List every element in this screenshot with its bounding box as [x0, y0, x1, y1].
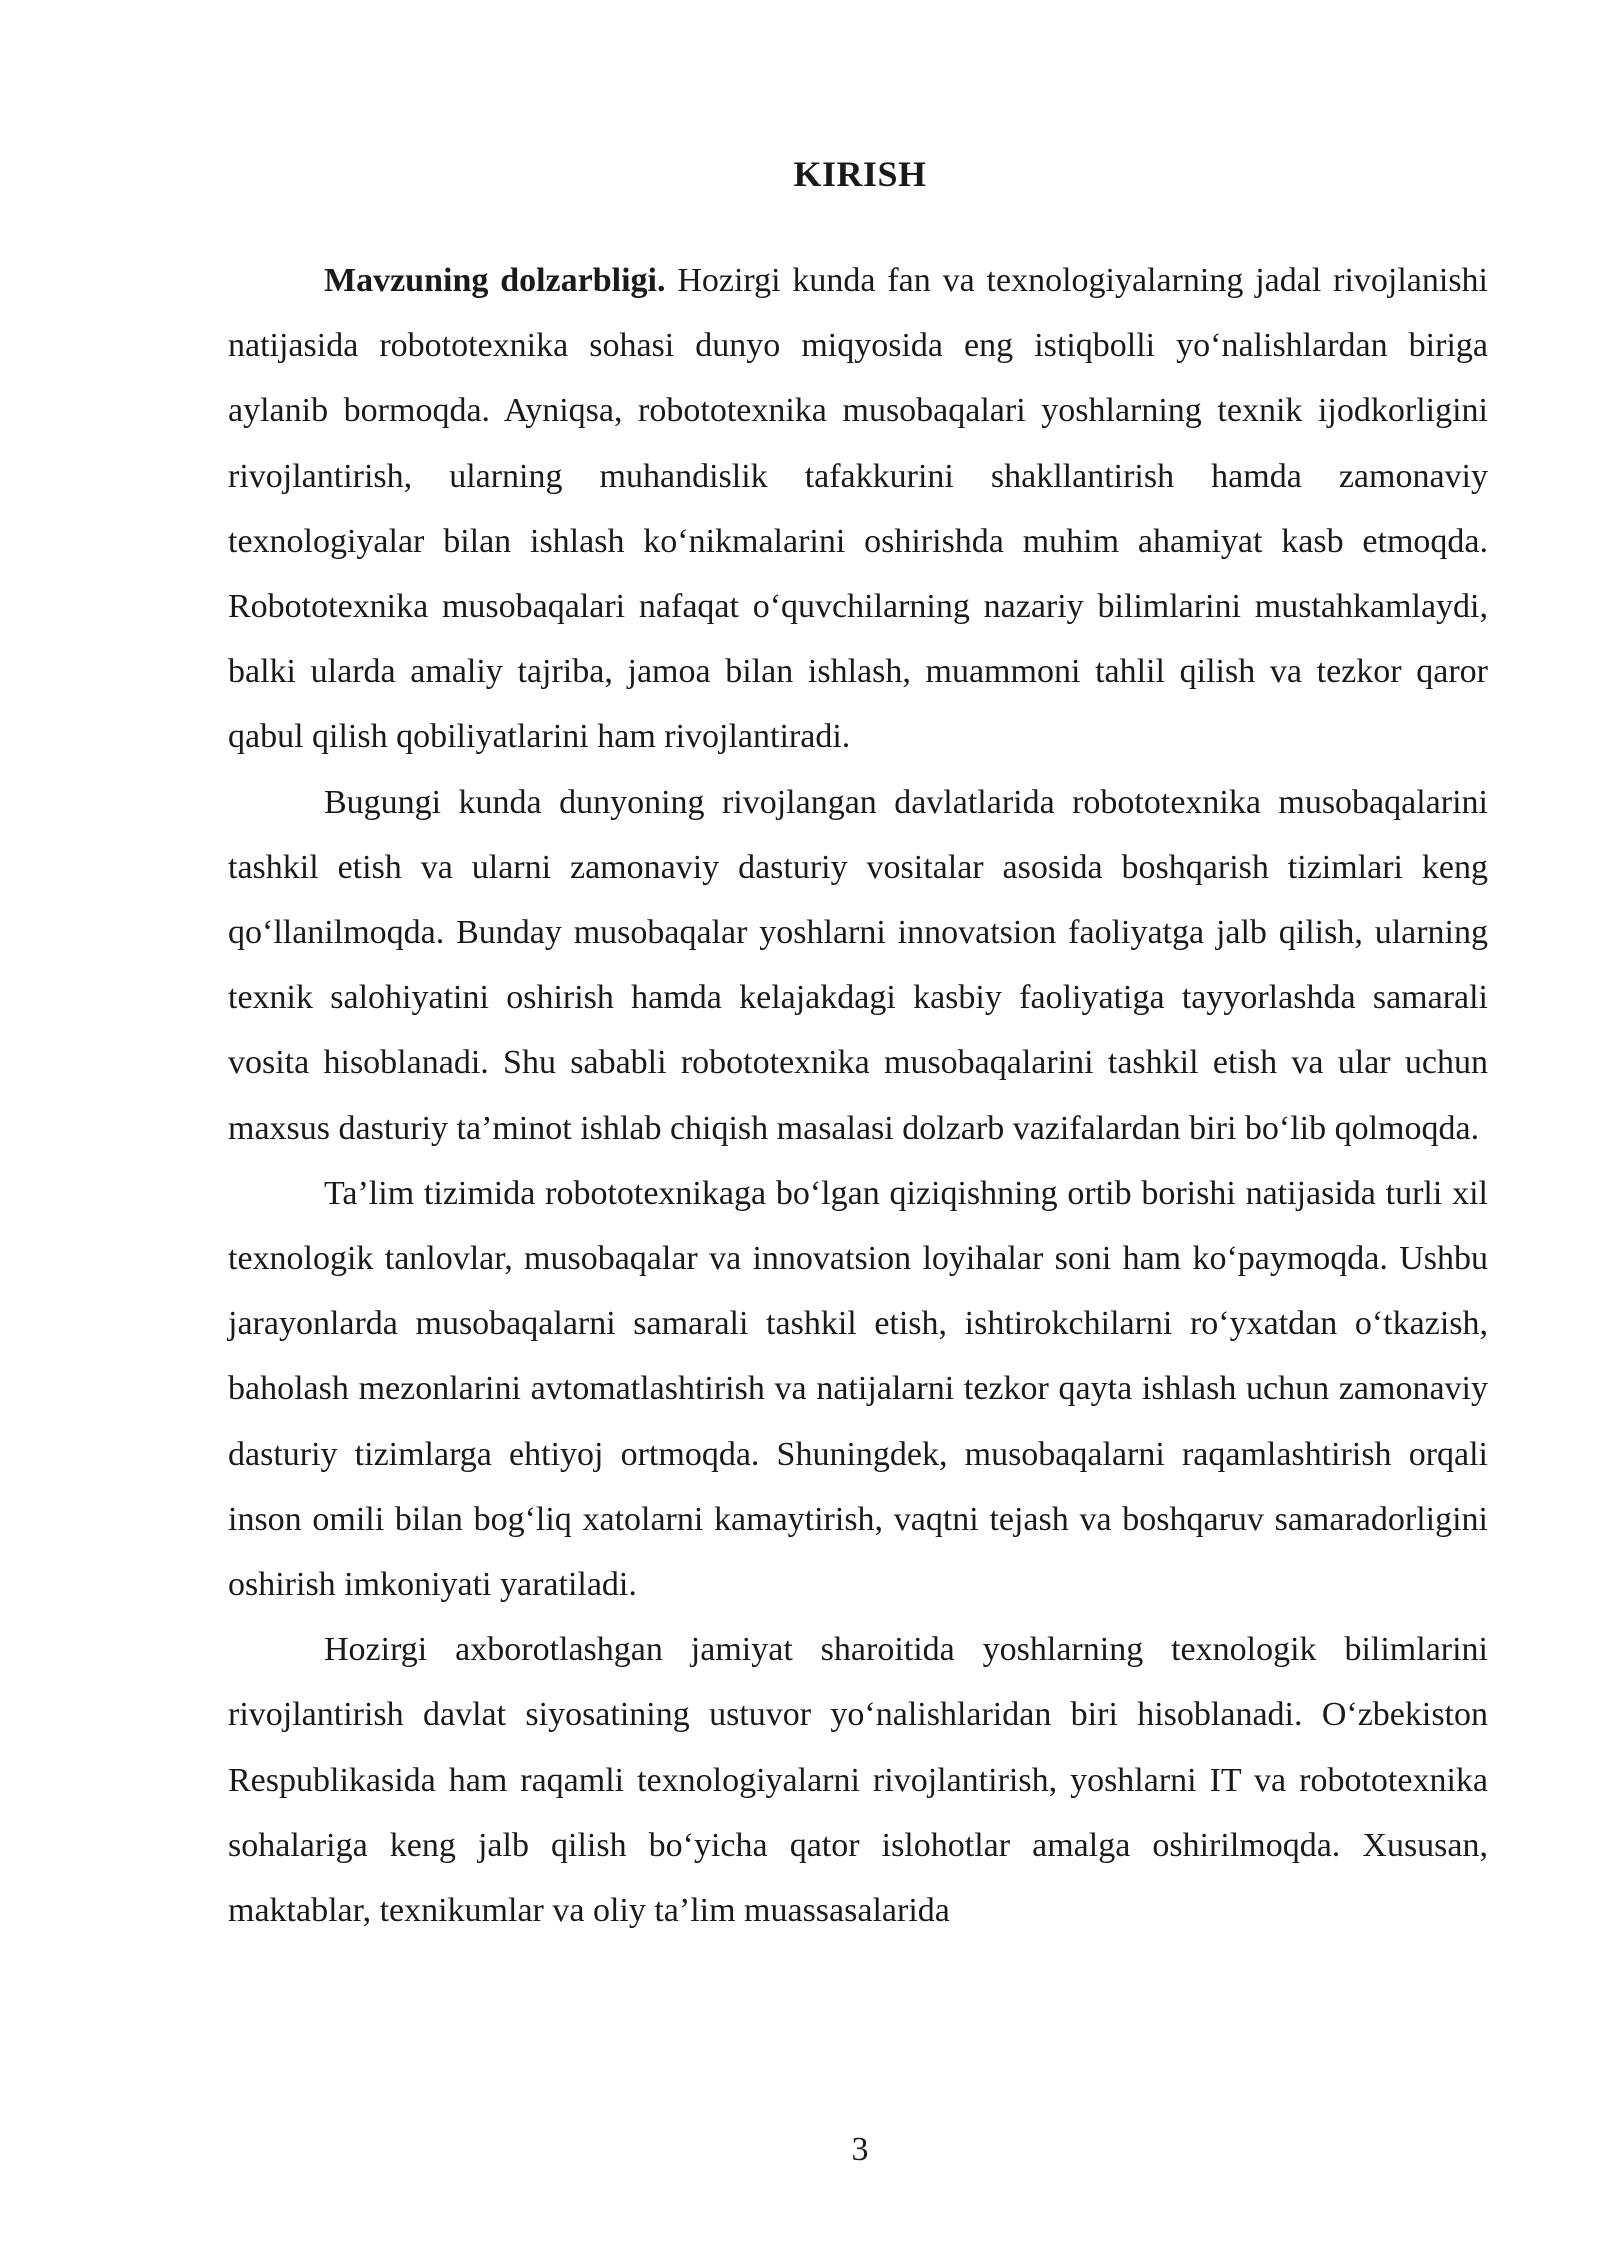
paragraph [228, 770, 1488, 1161]
paragraph-text: Bugungi kunda dunyoning rivojlangan davlatlarida robototexnika musobaqalarini tashkil etish va ularni zamonaviy dasturiy vositalar asosida boshqarish tizimlari keng qo‘llanilmoqda. Bunday musobaqalar yoshlarni innovatsion faoliyatga jalb qilish, ularning texnik salohiyatini oshirish hamda kelajakdagi kasbiy faoliyatiga tayyorlashda samarali vosita hisoblanadi. Shu sababli robototexnika musobaqalarini tashkil etish va ular uchun maxsus dasturiy ta’minot ishlab chiqish masalasi dolzarb vazifalardan biri bo‘lib qolmoqda. [228, 783, 1488, 1147]
paragraph [228, 1161, 1488, 1617]
paragraph-text: Hozirgi axborotlashgan jamiyat sharoitida yoshlarning texnologik bilimlarini rivojlantirish davlat siyosatining ustuvor yo‘nalishlaridan biri hisoblanadi. O‘zbekiston Respublikasida ham raqamli texnologiyalarni rivojlantirish, yoshlarni IT va robototexnika sohalariga keng jalb qilish bo‘yicha qator islohotlar amalga oshirilmoqda. Xususan, maktablar, texnikumlar va oliy ta’lim muassasalarida [228, 1631, 1488, 1930]
paragraph [228, 1617, 1488, 1943]
section-heading: KIRISH [793, 154, 927, 194]
paragraph-relevance [228, 248, 1488, 770]
paragraph-text: Hozirgi kunda fan va texnologiyalarning jadal rivojlanishi natijasida robototexnika sohasi dunyo miqyosida eng istiqbolli yo‘nalishlardan biriga aylanib bormoqda. Ayniqsa, robototexnika musobaqalari yoshlarning texnik ijodkorligini rivojlantirish, ularning muhandislik tafakkurini shakllantirish hamda zamonaviy texnologiyalar bilan ishlash ko‘nikmalarini oshirishda muhim ahamiyat kasb etmoqda. Robototexnika musobaqalari nafaqat o‘quvchilarning nazariy bilimlarini mustahkamlaydi, balki ularda amaliy tajriba, jamoa bilan ishlash, muammoni tahlil qilish va tezkor qaror qabul qilish qobiliyatlarini ham rivojlantiradi. [228, 262, 1488, 756]
body-text [228, 248, 1488, 1943]
page-number: 3 [851, 2131, 869, 2168]
paragraph-text: Ta’lim tizimida robototexnikaga bo‘lgan qiziqishning ortib borishi natijasida turli xil texnologik tanlovlar, musobaqalar va innovatsion loyihalar soni ham ko‘paymoqda. Ushbu jarayonlarda musobaqalarni samarali tashkil etish, ishtirokchilarni ro‘yxatdan o‘tkazish, baholash mezonlarini avtomatlashtirish va natijalarni tezkor qayta ishlash uchun zamonaviy dasturiy tizimlarga ehtiyoj ortmoqda. Shuningdek, musobaqalarni raqamlashtirish orqali inson omili bilan bog‘liq xatolarni kamaytirish, vaqtni tejash va boshqaruv samaradorligini oshirish imkoniyati yaratiladi. [228, 1174, 1488, 1604]
paragraph-lead-bold: Mavzuning dolzarbligi. [324, 262, 666, 299]
